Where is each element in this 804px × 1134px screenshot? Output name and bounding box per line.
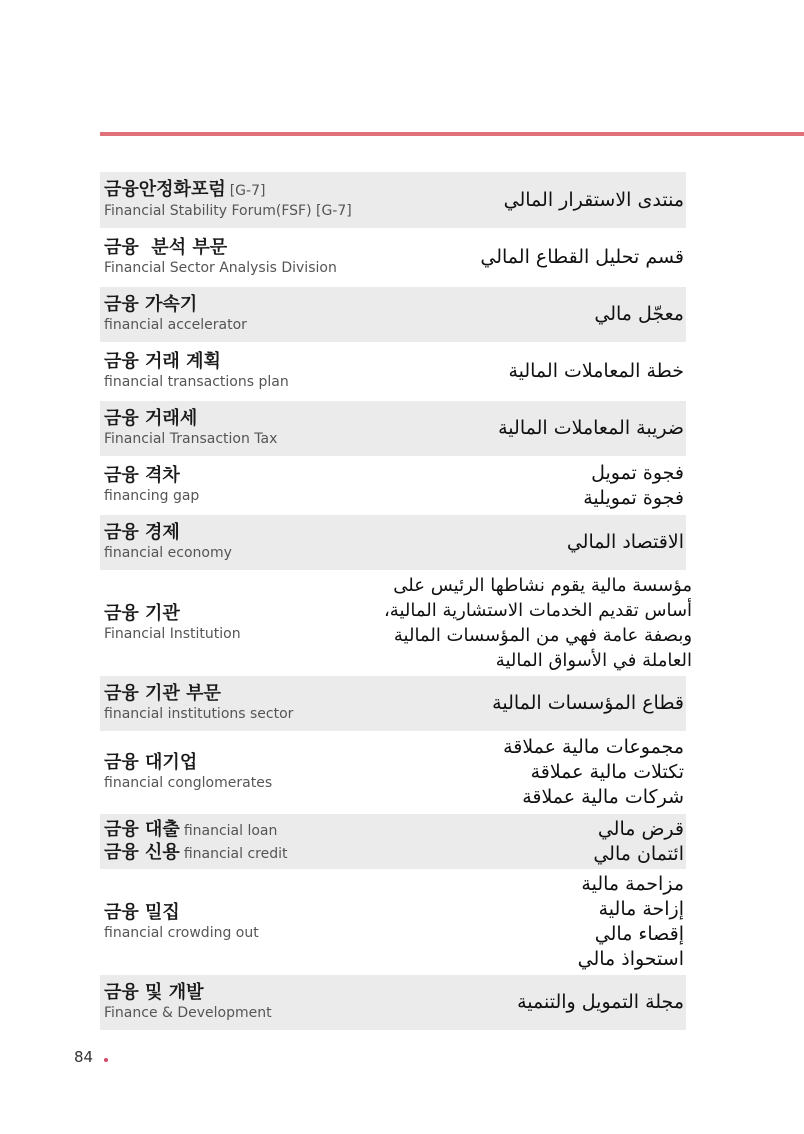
term-source	[104, 982, 384, 1023]
glossary-row	[100, 344, 686, 401]
arabic-line: قرض مالي	[597, 817, 684, 840]
page-number: 84	[74, 1048, 94, 1066]
english-term: Financial Stability Forum(FSF) [G-7]	[104, 203, 352, 219]
arabic-line: إزاحة مالية	[598, 898, 684, 920]
korean-term: 금융 기관	[104, 602, 180, 624]
english-term: financial crowding out	[104, 924, 259, 941]
arabic-line: قسم تحليل القطاع المالي	[480, 246, 684, 268]
arabic-line: مجلة التمويل والتنمية	[517, 991, 684, 1013]
term-source	[104, 465, 384, 506]
english-term: Financial Institution	[104, 625, 241, 642]
term-source	[104, 902, 384, 943]
korean-term: 금융 가속기	[104, 294, 198, 315]
arabic-translation	[384, 735, 684, 810]
english-term: financial credit	[183, 845, 288, 862]
arabic-line: مجموعات مالية عملاقة	[503, 736, 684, 758]
english-term: financial institutions sector	[104, 706, 294, 722]
korean-term: 금융 분석 부문	[104, 237, 228, 258]
arabic-translation	[384, 691, 684, 716]
arabic-line: استحواذ مالي	[577, 948, 684, 970]
glossary-row	[100, 572, 693, 676]
term-source	[104, 752, 384, 793]
arabic-translation	[384, 530, 684, 555]
glossary-row	[100, 814, 686, 871]
english-term: financial loan	[183, 822, 278, 839]
term-source	[104, 294, 384, 335]
glossary-table	[100, 172, 693, 1032]
english-term: financial transactions plan	[104, 374, 289, 390]
korean-term: 금융 신용	[104, 841, 180, 863]
korean-term: 금융 경제	[104, 522, 180, 543]
term-source	[104, 408, 384, 449]
korean-term-suffix: [G-7]	[229, 183, 266, 199]
english-term: Finance & Development	[104, 1005, 272, 1021]
arabic-translation	[384, 416, 684, 441]
glossary-row	[100, 401, 686, 458]
glossary-row	[100, 458, 686, 515]
arabic-line: إقصاء مالي	[594, 923, 684, 945]
arabic-translation	[384, 990, 684, 1015]
glossary-row	[100, 676, 686, 733]
term-source	[104, 522, 384, 563]
glossary-row	[100, 975, 686, 1032]
english-term: Financial Transaction Tax	[104, 431, 278, 447]
english-term: financial conglomerates	[104, 775, 273, 791]
korean-term: 금융 기관 부문	[104, 683, 221, 704]
arabic-line: وبصفة عامة فهي من المؤسسات المالية	[393, 625, 693, 646]
arabic-line: الاقتصاد المالي	[566, 531, 684, 553]
arabic-translation	[384, 359, 684, 384]
arabic-line: ضريبة المعاملات المالية	[498, 417, 684, 439]
term-source	[104, 179, 384, 221]
arabic-translation	[384, 302, 684, 327]
term-source	[104, 819, 384, 865]
korean-term: 금융 격차	[104, 465, 180, 486]
arabic-line: فجوة تمويل	[591, 461, 684, 484]
header-rule	[100, 132, 804, 136]
glossary-row	[100, 230, 686, 287]
term-source	[104, 683, 384, 724]
arabic-line: العاملة في الأسواق المالية	[495, 650, 693, 671]
korean-term: 금융 거래 계획	[104, 351, 221, 372]
arabic-translation	[384, 872, 684, 972]
term-source	[104, 603, 384, 644]
page-marker-dot	[104, 1058, 108, 1062]
term-source	[104, 237, 384, 278]
english-term: financial economy	[104, 545, 232, 561]
korean-term: 금융 거래세	[104, 408, 198, 429]
glossary-row	[100, 515, 686, 572]
arabic-line: فجوة تمويلية	[583, 486, 684, 509]
arabic-translation	[384, 461, 684, 511]
korean-term: 금융 및 개발	[104, 982, 204, 1003]
arabic-line: تكتلات مالية عملاقة	[530, 761, 684, 783]
english-term: financial accelerator	[104, 317, 247, 333]
glossary-row	[100, 871, 686, 975]
korean-term: 금융 대출	[104, 818, 180, 840]
arabic-line: مزاحمة مالية	[581, 873, 684, 895]
glossary-row	[100, 287, 686, 344]
arabic-translation	[384, 573, 692, 673]
korean-term: 금융 대기업	[104, 752, 198, 773]
korean-term: 금융 밀집	[104, 901, 180, 923]
term-source	[104, 351, 384, 392]
korean-term: 금융안정화포럼	[104, 179, 226, 200]
arabic-line: معجّل مالي	[594, 303, 684, 325]
arabic-line: أساس تقديم الخدمات الاستشارية المالية،	[384, 600, 693, 621]
arabic-translation	[384, 188, 684, 213]
arabic-translation	[384, 245, 684, 270]
arabic-line: ائتمان مالي	[593, 842, 684, 865]
arabic-line: منتدى الاستقرار المالي	[503, 188, 684, 211]
glossary-row	[100, 172, 686, 230]
arabic-line: قطاع المؤسسات المالية	[492, 692, 684, 714]
english-term: financing gap	[104, 488, 200, 504]
english-term: Financial Sector Analysis Division	[104, 260, 337, 276]
glossary-row	[100, 733, 686, 814]
arabic-line: شركات مالية عملاقة	[522, 786, 684, 808]
arabic-line: مؤسسة مالية يقوم نشاطها الرئيس على	[393, 575, 693, 596]
arabic-line: خطة المعاملات المالية	[508, 360, 684, 382]
arabic-translation	[384, 817, 684, 867]
